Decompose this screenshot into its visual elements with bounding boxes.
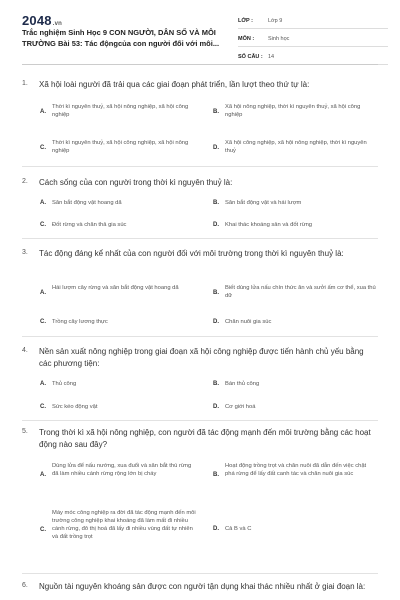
- page-title: Trắc nghiệm Sinh Học 9 CON NGƯỜI, DÂN SỐ VÀ MÔI TRƯỜNG Bài 53: Tác độngcủa con người đối với môi...: [22, 28, 220, 48]
- question-text: Cách sống của con người trong thời kì nguyên thuỷ là:: [39, 178, 233, 187]
- site-logo[interactable]: 2048.vn: [22, 13, 63, 28]
- question-number: 1.: [22, 80, 28, 87]
- question-text: Nguồn tài nguyên khoáng sản được con người tận dụng khai thác nhiều nhất ở giai đoạn là:: [39, 582, 366, 591]
- question-number: 4.: [22, 347, 28, 354]
- question-text: Tác động đáng kể nhất của con người đối với môi trường trong thời kì nguyên thuỷ là:: [39, 249, 344, 258]
- question-list: 1. Xã hội loài người đã trải qua các giai đoạn phát triển, lần lượt theo thứ tự là: A. Thời kì nguyên thuỷ, xã hội nông nghiệp, xã hội công nghiệp B. Xã hội nông nghiệp, thời kì nguyên thuỷ, xã hội công nghiệp C. Thời kì nguyên thuỷ, xã hội công nghiệp, xã hội nông nghiệp D. Xã hội công nghiệp, xã hội nông nghiệp, thời kì nguyên thuỷ 2. Cách sống của con người trong thời kì nguyên thuỷ là: A. Săn bắt động vật hoang dã B. Săn bắt động vật và hái lượm C. Đốt rừng và chăn thả gia súc D. Khai thác khoáng sản và đốt rừng 3. Tác động đáng kể nhất của con người đối với môi trường trong thời kì nguyên thuỷ là: A. Hái lượm cây rừng và săn bắt động vật hoang dã B. Biết dùng lửa nấu chín thức ăn và sưởi ấm cơ thể, xua thú dữ C. Trồng cây lương thực D. Chăn nuôi gia súc 4. Nền sản xuất nông nghiệp trong giai đoạn xã hội công nghiệp được tiến hành chủ yếu bằng các phương tiện: A. Thủ công B. Bán thủ công C. Sức kéo động vật D. Cơ giới hoá 5. Trong thời kì xã hội nông nghiệp, con người đã tác động mạnh đến môi trường bằng các hoạt động nào sau đây? A. Dùng lửa để nấu nướng, xua đuổi và săn bắt thú rừng đã làm nhiều cánh rừng rộng lớn bị cháy B. Hoạt động trồng trọt và chăn nuôi đã dẫn đến việc chặt phá rừng để lấy đất canh tác và chăn nuôi gia súc C. Máy móc công nghiệp ra đời đã tác động mạnh đến môi trường công nghiệp khai khoáng đã làm mất đi nhiều cánh rừng, đô thị hoá đã lấy đi nhiều vùng đất tự nhiên và đất trồng trọt D. Cả B và C 6. Nguồn tài nguyên khoáng sản được con người tận dụng khai thác nhiều nhất ở giai đoạn là:: [0, 0, 400, 600]
- question-divider: [22, 420, 378, 421]
- question-divider: [22, 573, 378, 574]
- question-text: Nền sản xuất nông nghiệp trong giai đoạn xã hội công nghiệp được tiến hành chủ yếu bằng các phương tiện:: [39, 347, 364, 368]
- question-number: 3.: [22, 249, 28, 256]
- question-text: Xã hội loài người đã trải qua các giai đoạn phát triển, lần lượt theo thứ tự là:: [39, 80, 310, 89]
- meta-subject: MÔN : Sinh học: [238, 32, 388, 47]
- question-number: 5.: [22, 428, 28, 435]
- question-divider: [22, 238, 378, 239]
- meta-class: LỚP : Lớp 9: [238, 14, 388, 29]
- question-divider: [22, 336, 378, 337]
- question-number: 6.: [22, 582, 28, 589]
- question-divider: [22, 166, 378, 167]
- question-number: 2.: [22, 178, 28, 185]
- question-text: Trong thời kì xã hội nông nghiệp, con người đã tác động mạnh đến môi trường bằng các hoạt động nào sau đây?: [39, 428, 371, 449]
- meta-count: SỐ CÂU : 14: [238, 50, 388, 65]
